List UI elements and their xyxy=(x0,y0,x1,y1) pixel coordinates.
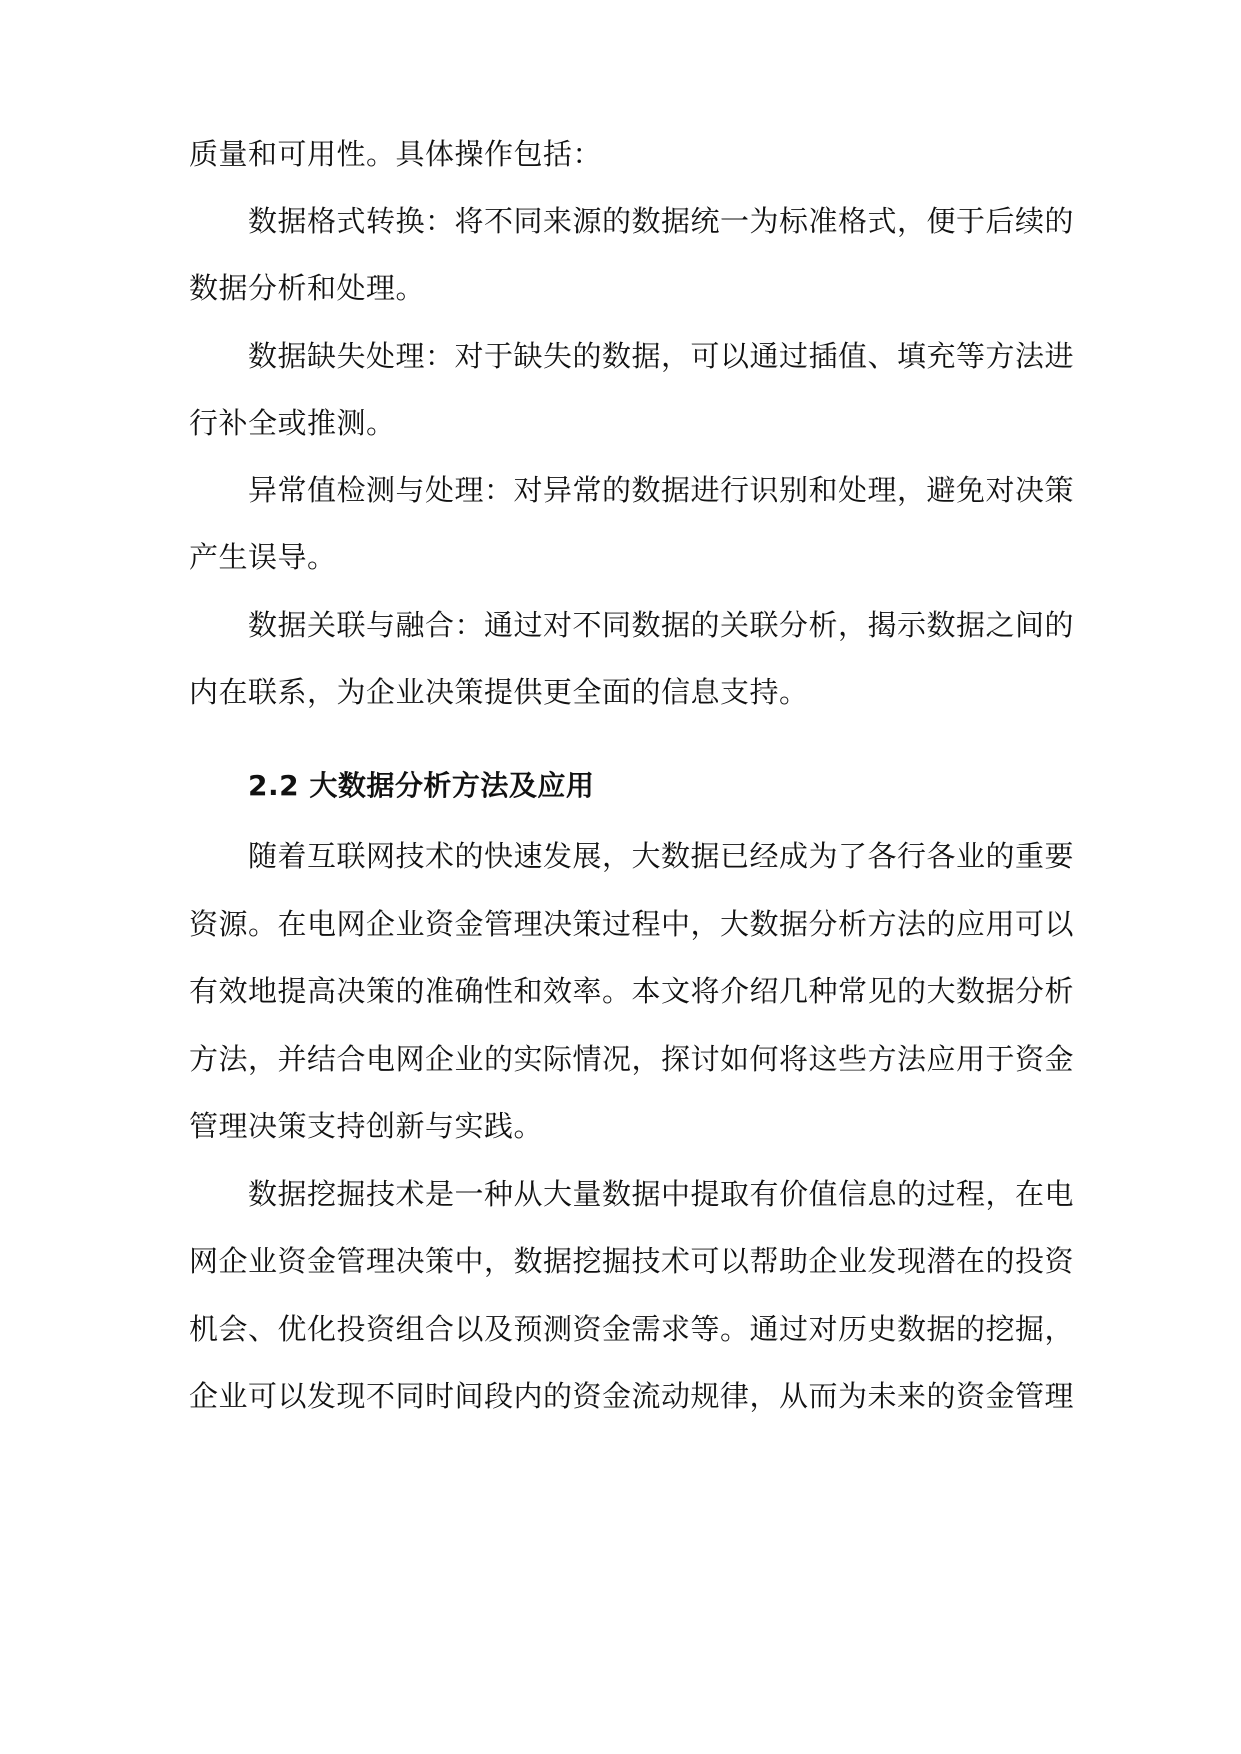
text-line: 产生误导。 xyxy=(189,540,337,574)
text-line: 随着互联网技术的快速发展，大数据已经成为了各行各业的重要 xyxy=(248,839,1075,873)
text-line: 网企业资金管理决策中，数据挖掘技术可以帮助企业发现潜在的投资 xyxy=(189,1244,1075,1278)
text-line: 质量和可用性。具体操作包括： xyxy=(189,137,603,171)
text-line: 资源。在电网企业资金管理决策过程中，大数据分析方法的应用可以 xyxy=(189,907,1075,941)
section-heading: 2.2 大数据分析方法及应用 xyxy=(248,769,595,802)
text-line: 管理决策支持创新与实践。 xyxy=(189,1109,544,1143)
text-line: 数据关联与融合：通过对不同数据的关联分析，揭示数据之间的 xyxy=(248,608,1075,642)
text-line: 内在联系，为企业决策提供更全面的信息支持。 xyxy=(189,675,809,709)
text-line: 有效地提高决策的准确性和效率。本文将介绍几种常见的大数据分析 xyxy=(189,974,1075,1008)
text-line: 方法，并结合电网企业的实际情况，探讨如何将这些方法应用于资金 xyxy=(189,1042,1075,1076)
text-line: 数据分析和处理。 xyxy=(189,271,426,305)
text-line: 企业可以发现不同时间段内的资金流动规律，从而为未来的资金管理 xyxy=(189,1379,1075,1413)
text-line: 数据缺失处理：对于缺失的数据，可以通过插值、填充等方法进 xyxy=(248,339,1075,373)
text-line: 异常值检测与处理：对异常的数据进行识别和处理，避免对决策 xyxy=(248,473,1075,507)
text-line: 机会、优化投资组合以及预测资金需求等。通过对历史数据的挖掘， xyxy=(189,1312,1075,1346)
text-line: 数据挖掘技术是一种从大量数据中提取有价值信息的过程，在电 xyxy=(248,1177,1075,1211)
text-line: 行补全或推测。 xyxy=(189,406,396,440)
text-line: 数据格式转换：将不同来源的数据统一为标准格式，便于后续的 xyxy=(248,204,1075,238)
